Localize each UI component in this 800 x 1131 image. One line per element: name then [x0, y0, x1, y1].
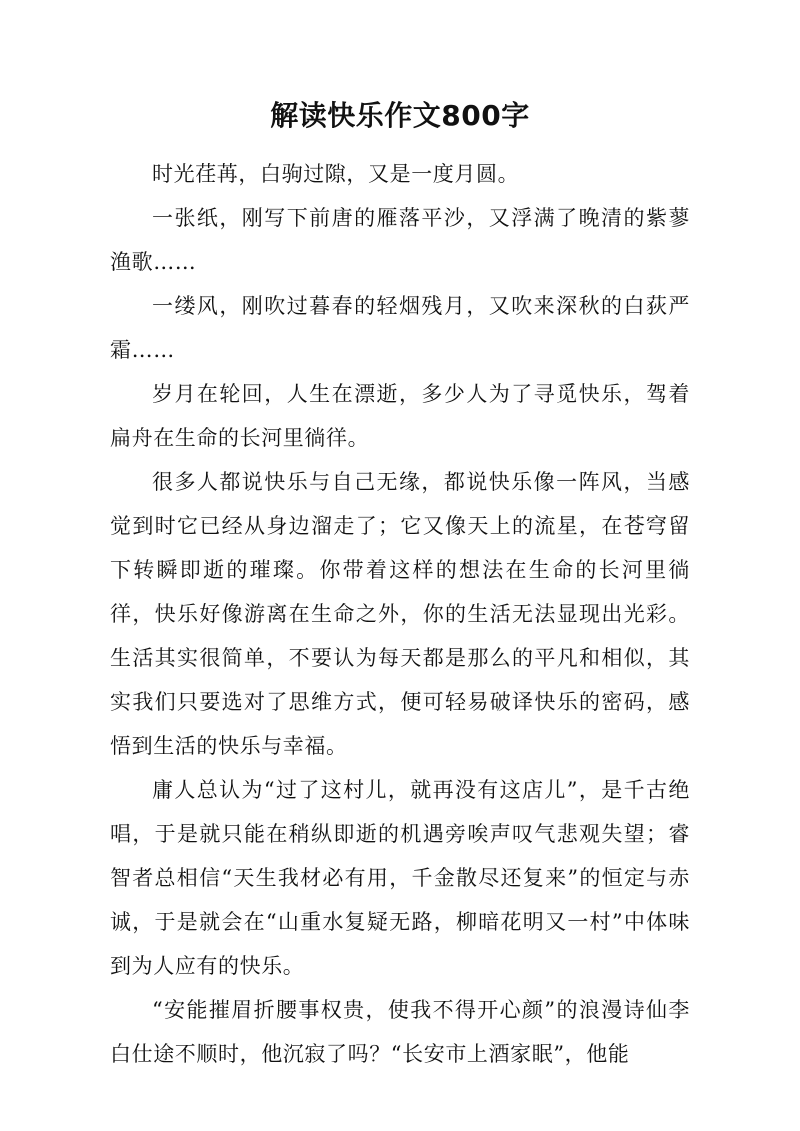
- paragraph-7: “安能摧眉折腰事权贵，使我不得开心颜”的浪漫诗仙李白仕途不顺时，他沉寂了吗？“长安市上酒家眠”，他能: [110, 998, 690, 1066]
- paragraph-6: 庸人总认为“过了这村儿，就再没有这店儿”，是千古绝唱，于是就只能在稍纵即逝的机遇旁唉声叹气悲观失望；睿智者总相信“天生我材必有用，千金散尽还复来”的恒定与赤诚，于是就会在“山重水复疑无路，柳暗花明又一村”中体味到为人应有的快乐。: [110, 778, 690, 978]
- paragraph-4: 岁月在轮回，人生在漂逝，多少人为了寻觅快乐，驾着扁舟在生命的长河里徜徉。: [110, 382, 690, 450]
- paragraph-1: 时光荏苒，白驹过隙，又是一度月圆。: [152, 162, 520, 186]
- document-title: 解读快乐作文800字: [270, 99, 530, 132]
- paragraph-5: 很多人都说快乐与自己无缘，都说快乐像一阵风，当感觉到时它已经从身边溜走了；它又像天上的流星，在苍穹留下转瞬即逝的璀璨。你带着这样的想法在生命的长河里徜徉，快乐好像游离在生命之外，你的生活无法显现出光彩。生活其实很简单，不要认为每天都是那么的平凡和相似，其实我们只要选对了思维方式，便可轻易破译快乐的密码，感悟到生活的快乐与幸福。: [110, 470, 690, 758]
- paragraph-3: 一缕风，刚吹过暮春的轻烟残月，又吹来深秋的白荻严霜……: [110, 294, 690, 362]
- paragraph-2: 一张纸，刚写下前唐的雁落平沙，又浮满了晚清的紫蓼渔歌……: [110, 206, 690, 274]
- document-body: [110, 152, 690, 1076]
